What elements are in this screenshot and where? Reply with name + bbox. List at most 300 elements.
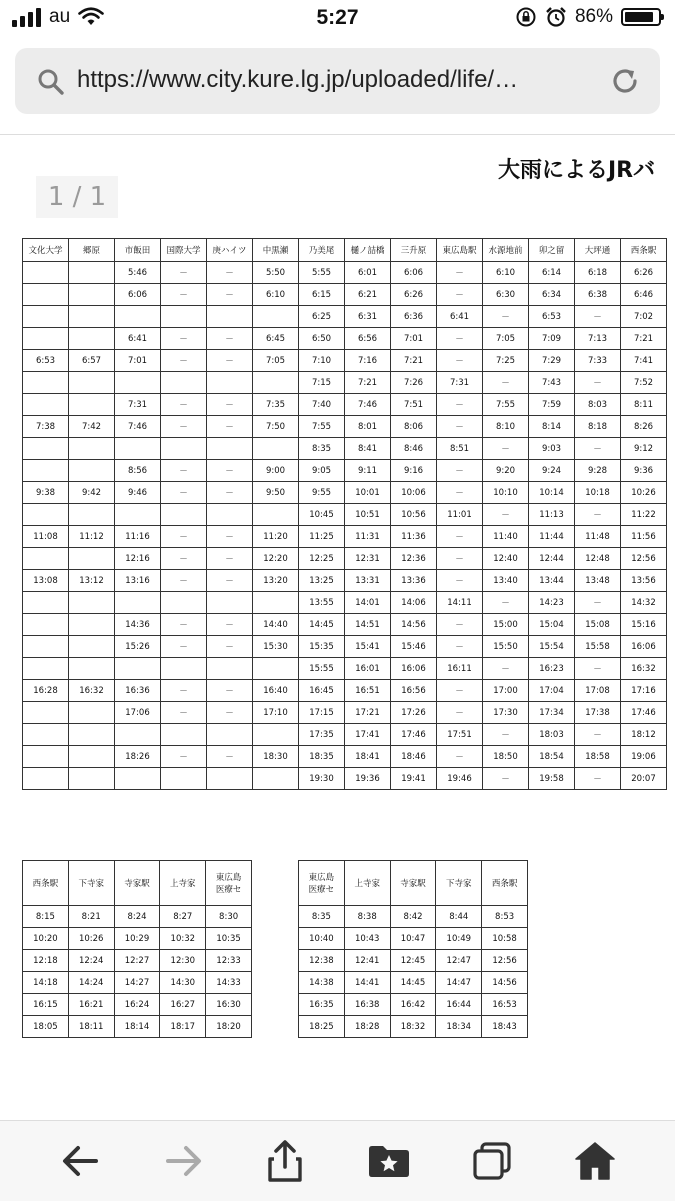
timetable-cell: 7:16: [345, 350, 391, 372]
timetable-cell: [69, 636, 115, 658]
timetable-cell: 18:25: [299, 1016, 345, 1038]
timetable-cell: 17:06: [115, 702, 161, 724]
timetable-cell: 15:08: [575, 614, 621, 636]
timetable-header: 乃美尾: [299, 239, 345, 262]
timetable-cell: 14:30: [160, 972, 206, 994]
timetable-cell: 11:36: [391, 526, 437, 548]
timetable-cell: 13:16: [115, 570, 161, 592]
timetable-cell: 14:33: [206, 972, 252, 994]
table-row: [23, 768, 667, 790]
timetable-cell: 6:34: [529, 284, 575, 306]
timetable-cell: －: [207, 680, 253, 702]
timetable-cell: 16:32: [69, 680, 115, 702]
timetable-cell: －: [575, 306, 621, 328]
timetable-cell: 8:35: [299, 438, 345, 460]
timetable-cell: 18:14: [114, 1016, 160, 1038]
timetable-cell: －: [483, 724, 529, 746]
timetable-header: 樋ノ詰橋: [345, 239, 391, 262]
timetable-cell: 7:05: [253, 350, 299, 372]
timetable-cell: －: [161, 460, 207, 482]
timetable-cell: －: [207, 262, 253, 284]
timetable-cell: 6:41: [437, 306, 483, 328]
timetable-cell: [23, 614, 69, 636]
timetable-cell: 18:32: [390, 1016, 436, 1038]
timetable-cell: 12:27: [114, 950, 160, 972]
timetable-cell: 7:38: [23, 416, 69, 438]
timetable-cell: 8:46: [391, 438, 437, 460]
timetable-cell: 9:11: [345, 460, 391, 482]
timetable-cell: 6:06: [391, 262, 437, 284]
timetable-cell: 8:35: [299, 906, 345, 928]
timetable-cell: [253, 306, 299, 328]
timetable-cell: 9:28: [575, 460, 621, 482]
header-line: 東広島: [215, 873, 242, 883]
timetable-cell: 18:20: [206, 1016, 252, 1038]
timetable-cell: 6:53: [23, 350, 69, 372]
timetable-cell: 9:16: [391, 460, 437, 482]
timetable-cell: 7:31: [437, 372, 483, 394]
timetable-cell: 10:43: [344, 928, 390, 950]
timetable-cell: 16:44: [436, 994, 482, 1016]
timetable-cell: 10:56: [391, 504, 437, 526]
timetable-cell: 7:01: [115, 350, 161, 372]
timetable-cell: 6:30: [483, 284, 529, 306]
timetable-cell: －: [207, 614, 253, 636]
timetable-cell: 8:27: [160, 906, 206, 928]
timetable-cell: [161, 724, 207, 746]
timetable-cell: 8:44: [436, 906, 482, 928]
home-icon[interactable]: [574, 1141, 616, 1181]
timetable-cell: 5:50: [253, 262, 299, 284]
timetable-cell: 6:10: [253, 284, 299, 306]
timetable-cell: 10:26: [68, 928, 114, 950]
timetable-cell: 16:32: [621, 658, 667, 680]
timetable-cell: [207, 306, 253, 328]
timetable-cell: 6:45: [253, 328, 299, 350]
forward-arrow-icon[interactable]: [164, 1143, 204, 1179]
timetable-header: 市飯田: [115, 239, 161, 262]
timetable-cell: 10:32: [160, 928, 206, 950]
tabs-icon[interactable]: [472, 1141, 512, 1181]
timetable-cell: 16:42: [390, 994, 436, 1016]
timetable-cell: －: [161, 262, 207, 284]
timetable-cell: 5:55: [299, 262, 345, 284]
table-row: [23, 372, 667, 394]
timetable-cell: 16:36: [115, 680, 161, 702]
timetable-cell: 11:12: [69, 526, 115, 548]
timetable-cell: 16:45: [299, 680, 345, 702]
timetable-cell: －: [161, 702, 207, 724]
timetable-cell: [23, 394, 69, 416]
timetable-cell: －: [437, 548, 483, 570]
timetable-cell: －: [161, 394, 207, 416]
timetable-cell: 14:18: [23, 972, 69, 994]
timetable-cell: 12:31: [345, 548, 391, 570]
timetable-cell: 8:51: [437, 438, 483, 460]
timetable-cell: 19:36: [345, 768, 391, 790]
timetable-cell: 9:24: [529, 460, 575, 482]
timetable-cell: 13:56: [621, 570, 667, 592]
timetable-cell: [253, 768, 299, 790]
timetable-cell: [69, 284, 115, 306]
page-indicator: 1 / 1: [36, 176, 118, 218]
timetable-cell: 13:20: [253, 570, 299, 592]
share-icon[interactable]: [266, 1139, 304, 1183]
table-row: [23, 1016, 252, 1038]
timetable-cell: 6:14: [529, 262, 575, 284]
timetable-cell: 17:16: [621, 680, 667, 702]
timetable-cell: 7:21: [621, 328, 667, 350]
timetable-cell: 10:14: [529, 482, 575, 504]
timetable-cell: －: [207, 416, 253, 438]
main-timetable: [22, 238, 667, 790]
timetable-cell: 8:03: [575, 394, 621, 416]
timetable-cell: 14:06: [391, 592, 437, 614]
timetable-cell: 13:40: [483, 570, 529, 592]
table-row: [23, 328, 667, 350]
table-row: [23, 950, 252, 972]
timetable-cell: 7:46: [115, 416, 161, 438]
timetable-cell: －: [161, 350, 207, 372]
search-icon: [37, 68, 65, 96]
header-line: 医療セ: [215, 885, 242, 895]
timetable-cell: [69, 592, 115, 614]
timetable-cell: －: [575, 768, 621, 790]
timetable-cell: 7:05: [483, 328, 529, 350]
timetable-cell: －: [437, 702, 483, 724]
timetable-cell: 16:01: [345, 658, 391, 680]
timetable-cell: 6:56: [345, 328, 391, 350]
timetable-cell: －: [207, 548, 253, 570]
timetable-cell: 14:47: [436, 972, 482, 994]
timetable-cell: －: [207, 460, 253, 482]
table-row: [23, 614, 667, 636]
timetable-cell: 12:36: [391, 548, 437, 570]
timetable-header: 水源地前: [483, 239, 529, 262]
timetable-header: 卯之留: [529, 239, 575, 262]
table-row: [23, 416, 667, 438]
timetable-cell: －: [437, 350, 483, 372]
timetable-cell: 7:31: [115, 394, 161, 416]
timetable-cell: 12:38: [299, 950, 345, 972]
timetable-cell: －: [483, 306, 529, 328]
timetable-cell: 12:44: [529, 548, 575, 570]
timetable-cell: 7:59: [529, 394, 575, 416]
timetable-cell: 14:45: [390, 972, 436, 994]
table-row: [23, 928, 252, 950]
timetable-cell: 9:03: [529, 438, 575, 460]
timetable-cell: 10:10: [483, 482, 529, 504]
address-bar[interactable]: [15, 48, 660, 114]
timetable-cell: 15:30: [253, 636, 299, 658]
timetable-cell: [69, 614, 115, 636]
timetable-cell: 14:56: [482, 972, 528, 994]
timetable-cell: 14:36: [115, 614, 161, 636]
timetable-cell: 8:15: [23, 906, 69, 928]
timetable-cell: 11:31: [345, 526, 391, 548]
timetable-cell: 6:38: [575, 284, 621, 306]
timetable-cell: [23, 592, 69, 614]
timetable-cell: 18:58: [575, 746, 621, 768]
timetable-cell: 12:20: [253, 548, 299, 570]
table-row: [23, 526, 667, 548]
timetable-cell: [253, 658, 299, 680]
table-row: [23, 262, 667, 284]
table-row: [23, 394, 667, 416]
timetable-cell: [23, 636, 69, 658]
timetable-header: 西条駅: [621, 239, 667, 262]
timetable-cell: 6:36: [391, 306, 437, 328]
timetable-cell: [69, 438, 115, 460]
table-row: [23, 702, 667, 724]
timetable-cell: 13:25: [299, 570, 345, 592]
timetable-cell: －: [161, 328, 207, 350]
timetable-cell: 18:30: [253, 746, 299, 768]
timetable-cell: 15:16: [621, 614, 667, 636]
timetable-cell: －: [207, 350, 253, 372]
document-title: 大雨によるJRバ: [498, 158, 656, 183]
timetable-cell: 7:09: [529, 328, 575, 350]
timetable-cell: 11:40: [483, 526, 529, 548]
timetable-cell: 16:06: [391, 658, 437, 680]
timetable-header: 国際大学: [161, 239, 207, 262]
timetable-cell: [115, 592, 161, 614]
timetable-cell: [69, 724, 115, 746]
timetable-cell: －: [575, 438, 621, 460]
timetable-cell: 12:33: [206, 950, 252, 972]
timetable-cell: 7:40: [299, 394, 345, 416]
timetable-cell: 7:25: [483, 350, 529, 372]
timetable-cell: [207, 724, 253, 746]
timetable-cell: －: [575, 504, 621, 526]
timetable-cell: 8:21: [68, 906, 114, 928]
timetable-cell: 12:56: [482, 950, 528, 972]
header-line: 東広島: [308, 873, 335, 883]
timetable-cell: 16:21: [68, 994, 114, 1016]
timetable-cell: 17:46: [391, 724, 437, 746]
timetable-cell: 13:12: [69, 570, 115, 592]
timetable-cell: 16:35: [299, 994, 345, 1016]
timetable-cell: 13:44: [529, 570, 575, 592]
url-text[interactable]: https://www.city.kure.lg.jp/uploaded/life/…: [77, 66, 519, 93]
timetable-cell: －: [437, 284, 483, 306]
timetable-cell: [69, 658, 115, 680]
timetable-cell: 18:43: [482, 1016, 528, 1038]
timetable-cell: [115, 768, 161, 790]
timetable-cell: [161, 306, 207, 328]
timetable-cell: 16:51: [345, 680, 391, 702]
table-row: [23, 570, 667, 592]
timetable-cell: [69, 702, 115, 724]
timetable-cell: 6:25: [299, 306, 345, 328]
timetable-cell: 12:18: [23, 950, 69, 972]
timetable-cell: 6:21: [345, 284, 391, 306]
table-row: [23, 284, 667, 306]
timetable-cell: 17:21: [345, 702, 391, 724]
timetable-cell: 15:00: [483, 614, 529, 636]
orientation-lock-icon: [515, 6, 537, 28]
timetable-cell: －: [207, 526, 253, 548]
timetable-cell: 6:41: [115, 328, 161, 350]
timetable-cell: 18:17: [160, 1016, 206, 1038]
alarm-icon: [545, 6, 567, 28]
timetable-cell: [253, 592, 299, 614]
table-row: [23, 350, 667, 372]
table-row: [23, 438, 667, 460]
timetable-header: 寺家駅: [114, 861, 160, 906]
timetable-cell: [253, 504, 299, 526]
timetable-cell: 8:24: [114, 906, 160, 928]
timetable-cell: 14:27: [114, 972, 160, 994]
timetable-cell: 14:40: [253, 614, 299, 636]
timetable-cell: 17:41: [345, 724, 391, 746]
timetable-cell: 18:46: [391, 746, 437, 768]
timetable-cell: 7:21: [345, 372, 391, 394]
timetable-cell: 18:54: [529, 746, 575, 768]
timetable-cell: 15:54: [529, 636, 575, 658]
timetable-cell: 17:26: [391, 702, 437, 724]
reload-icon[interactable]: [610, 66, 640, 96]
timetable-cell: －: [437, 570, 483, 592]
timetable-cell: 15:50: [483, 636, 529, 658]
timetable-cell: 15:58: [575, 636, 621, 658]
timetable-cell: 6:18: [575, 262, 621, 284]
timetable-cell: 5:46: [115, 262, 161, 284]
timetable-cell: －: [207, 482, 253, 504]
timetable-cell: 7:55: [483, 394, 529, 416]
timetable-cell: 17:46: [621, 702, 667, 724]
timetable-cell: 10:18: [575, 482, 621, 504]
timetable-cell: －: [161, 680, 207, 702]
timetable-cell: 7:21: [391, 350, 437, 372]
table-row: [299, 994, 528, 1016]
timetable-cell: 9:42: [69, 482, 115, 504]
timetable-header: 文化大学: [23, 239, 69, 262]
timetable-cell: 7:29: [529, 350, 575, 372]
timetable-cell: 6:57: [69, 350, 115, 372]
timetable-cell: 6:46: [621, 284, 667, 306]
timetable-cell: [161, 768, 207, 790]
timetable-cell: 13:55: [299, 592, 345, 614]
timetable-cell: 6:15: [299, 284, 345, 306]
timetable-header: 大坪通: [575, 239, 621, 262]
timetable-cell: 14:51: [345, 614, 391, 636]
table-row: [23, 658, 667, 680]
timetable-cell: 10:45: [299, 504, 345, 526]
timetable-cell: [253, 724, 299, 746]
timetable-cell: 10:06: [391, 482, 437, 504]
timetable-cell: 16:06: [621, 636, 667, 658]
timetable-cell: 7:41: [621, 350, 667, 372]
timetable-cell: －: [575, 592, 621, 614]
timetable-cell: 16:30: [206, 994, 252, 1016]
timetable-header: 東広島駅: [437, 239, 483, 262]
timetable-header: 中黒瀬: [253, 239, 299, 262]
timetable-cell: 13:31: [345, 570, 391, 592]
timetable-cell: 11:48: [575, 526, 621, 548]
timetable-cell: 10:40: [299, 928, 345, 950]
timetable-cell: 7:10: [299, 350, 345, 372]
timetable-cell: [207, 438, 253, 460]
bookmarks-icon[interactable]: [367, 1143, 411, 1179]
timetable-cell: 10:29: [114, 928, 160, 950]
timetable-cell: 16:53: [482, 994, 528, 1016]
timetable-cell: 10:47: [390, 928, 436, 950]
timetable-cell: 11:25: [299, 526, 345, 548]
timetable-cell: 17:34: [529, 702, 575, 724]
timetable-cell: 16:28: [23, 680, 69, 702]
timetable-cell: [69, 262, 115, 284]
timetable-cell: 7:35: [253, 394, 299, 416]
timetable-cell: [253, 438, 299, 460]
timetable-cell: 17:15: [299, 702, 345, 724]
timetable-cell: 8:11: [621, 394, 667, 416]
timetable-cell: 8:18: [575, 416, 621, 438]
timetable-cell: 16:11: [437, 658, 483, 680]
timetable-cell: 8:42: [390, 906, 436, 928]
timetable-cell: 13:48: [575, 570, 621, 592]
timetable-cell: 8:10: [483, 416, 529, 438]
timetable-cell: 9:05: [299, 460, 345, 482]
timetable-header: 西条駅: [482, 861, 528, 906]
timetable-cell: －: [161, 416, 207, 438]
timetable-cell: 14:32: [621, 592, 667, 614]
timetable-cell: 11:13: [529, 504, 575, 526]
timetable-cell: 19:58: [529, 768, 575, 790]
timetable-cell: －: [207, 328, 253, 350]
back-arrow-icon[interactable]: [60, 1143, 100, 1179]
timetable-cell: [23, 284, 69, 306]
timetable-cell: 7:46: [345, 394, 391, 416]
timetable-medical-center-to-saijo: [298, 860, 528, 1038]
timetable-cell: －: [207, 746, 253, 768]
timetable-cell: [23, 438, 69, 460]
timetable-cell: 6:06: [115, 284, 161, 306]
timetable-cell: 8:41: [345, 438, 391, 460]
timetable-cell: －: [483, 372, 529, 394]
timetable-cell: 7:50: [253, 416, 299, 438]
timetable-cell: 12:47: [436, 950, 482, 972]
timetable-cell: －: [483, 592, 529, 614]
timetable-cell: 6:31: [345, 306, 391, 328]
timetable-cell: [23, 548, 69, 570]
timetable-cell: [115, 306, 161, 328]
timetable-cell: 16:15: [23, 994, 69, 1016]
table-row: [23, 746, 667, 768]
timetable-cell: 9:20: [483, 460, 529, 482]
timetable-cell: 15:26: [115, 636, 161, 658]
timetable-cell: [207, 658, 253, 680]
timetable-cell: 12:48: [575, 548, 621, 570]
timetable-cell: －: [161, 614, 207, 636]
timetable-cell: －: [161, 746, 207, 768]
timetable-cell: 16:38: [344, 994, 390, 1016]
timetable-cell: 13:36: [391, 570, 437, 592]
timetable-cell: 7:55: [299, 416, 345, 438]
timetable-cell: 19:41: [391, 768, 437, 790]
timetable-cell: 9:55: [299, 482, 345, 504]
timetable-header: [299, 861, 345, 906]
timetable-cell: 18:50: [483, 746, 529, 768]
timetable-header: 上寺家: [160, 861, 206, 906]
timetable-cell: 8:06: [391, 416, 437, 438]
timetable-cell: 15:41: [345, 636, 391, 658]
timetable-header: 下寺家: [68, 861, 114, 906]
browser-toolbar: [0, 1120, 675, 1201]
timetable-cell: [115, 504, 161, 526]
header-line: 医療セ: [308, 885, 335, 895]
timetable-cell: 8:38: [344, 906, 390, 928]
